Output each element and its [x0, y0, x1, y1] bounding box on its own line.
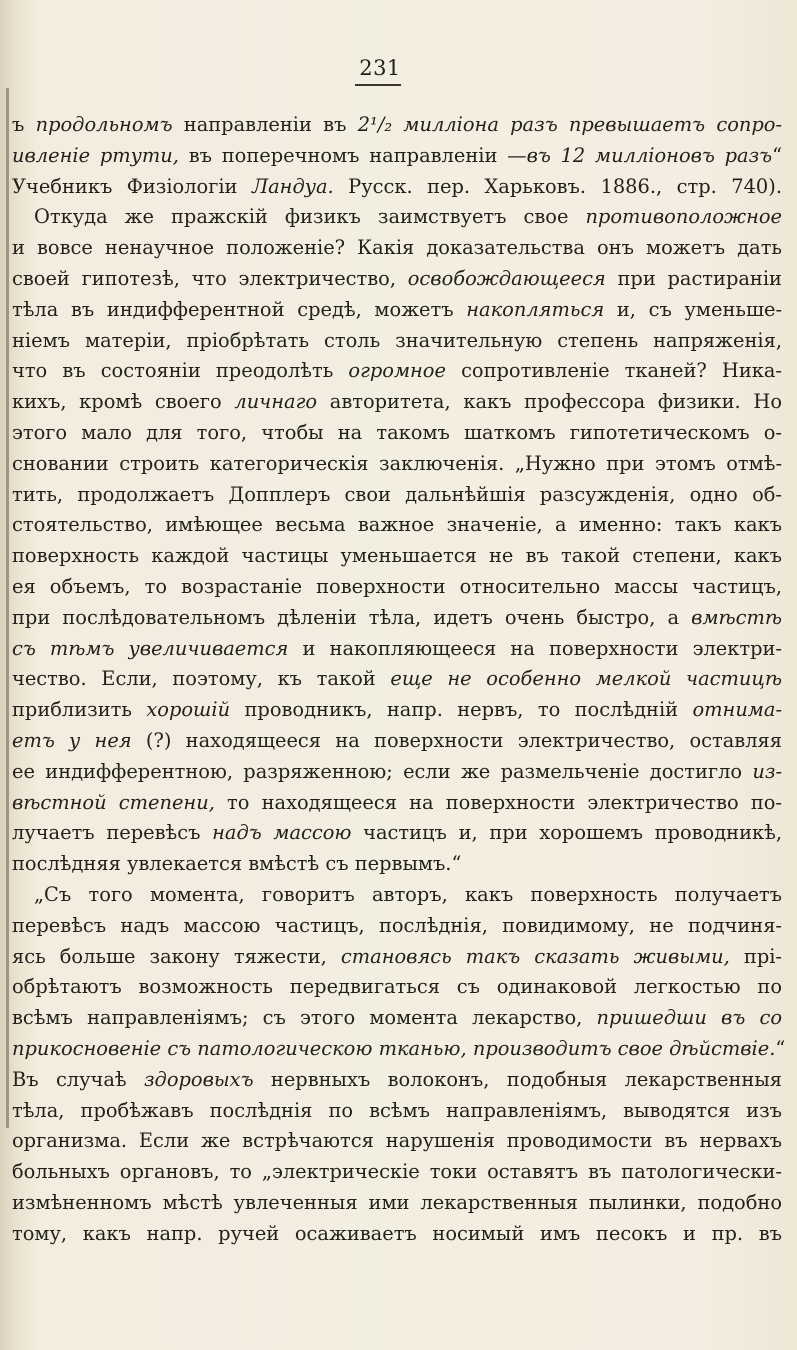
- text-run: Учебникъ Физіологіи: [12, 174, 252, 198]
- text-run: и накопляющееся на поверхности электри-: [288, 636, 782, 660]
- text-run: организма. Если же встрѣчаются нарушенія проводимости въ нервахъ: [12, 1129, 782, 1153]
- text-run: этого мало для того, чтобы на такомъ шаткомъ гипотетическомъ о-: [12, 421, 782, 444]
- text-line: [12, 1001, 782, 1035]
- text-run: “: [775, 1037, 786, 1060]
- text-run: лучаетъ перевѣсъ: [12, 821, 213, 845]
- text-run: “: [772, 143, 783, 167]
- text-run: нервныхъ волоконъ, подобныя лекарственныя: [253, 1067, 782, 1091]
- text-run: измѣненномъ мѣстѣ увлеченныя ими лекарственныя пылинки, подобно: [12, 1191, 782, 1214]
- text-line: [12, 1155, 782, 1189]
- italic-run: пришедши въ со: [596, 1006, 782, 1030]
- text-line: [12, 170, 782, 204]
- text-run: и вовсе ненаучное положеніе? Какія доказательства онъ можетъ дать: [12, 236, 782, 260]
- text-run: то находящееся на поверхности электричество по-: [214, 790, 782, 814]
- text-run: всѣмъ направленіямъ; съ этого момента лекарство,: [12, 1006, 597, 1030]
- page-number-underline: [355, 84, 401, 86]
- italic-run: отнима-: [692, 698, 782, 722]
- text-line: [12, 724, 782, 758]
- italic-run: накопляться: [466, 297, 605, 321]
- text-run: что въ состояніи преодолѣть: [12, 359, 349, 383]
- text-run: кихъ, кромѣ своего: [12, 390, 235, 414]
- page-number: 231: [359, 56, 401, 80]
- text-run: поверхность каждой частицы уменьшается не въ такой степени, какъ: [12, 544, 782, 568]
- text-line: [12, 909, 782, 943]
- text-run: послѣдняя увлекается вмѣстѣ съ первымъ.“: [12, 852, 462, 876]
- text-run: „Съ того момента, говоритъ авторъ, какъ поверхность получаетъ: [34, 883, 782, 906]
- text-line: [12, 1124, 782, 1158]
- text-line: [12, 385, 782, 419]
- text-run: при растираніи: [605, 267, 782, 290]
- text-line: [12, 1094, 782, 1128]
- text-run: тѣла, пробѣжавъ послѣднія по всѣмъ направленіямъ, выводятся изъ: [12, 1098, 782, 1122]
- italic-run: личнаго: [234, 390, 318, 414]
- text-line: [12, 354, 782, 388]
- text-run: своей гипотезѣ, что электричество,: [12, 267, 408, 290]
- text-run: обрѣтаютъ возможность передвигаться съ одинаковой легкостью по: [12, 975, 782, 999]
- text-run: частицъ и, при хорошемъ проводникѣ,: [351, 821, 782, 845]
- text-line: [12, 847, 782, 881]
- italic-run: ивленіе ртути,: [12, 143, 179, 167]
- text-line: [12, 940, 782, 974]
- italic-run: из-: [752, 759, 782, 783]
- text-line: [12, 601, 782, 635]
- text-line: [12, 755, 782, 789]
- text-line: [12, 139, 782, 173]
- text-run: ъ: [12, 113, 36, 136]
- text-run: тѣла въ индифферентной средѣ, можетъ: [12, 297, 467, 321]
- text-run: направленіи въ: [172, 113, 358, 136]
- text-run: Откуда же пражскій физикъ заимствуетъ свое: [34, 205, 586, 229]
- text-run: ее индифферентною, разряженною; если же размельченіе достигло: [12, 759, 753, 783]
- text-line: [12, 1186, 782, 1220]
- text-run: авторитета, какъ профессора физики. Но: [317, 390, 783, 414]
- text-line: [12, 447, 782, 481]
- text-line: [12, 1063, 782, 1097]
- text-run: (?) находящееся на поверхности электричество, оставляя: [131, 729, 782, 752]
- text-run: и, съ уменьше-: [604, 297, 782, 321]
- italic-run: вмѣстѣ: [691, 605, 782, 629]
- italic-run: здоровыхъ: [143, 1067, 254, 1091]
- italic-run: надъ массою: [212, 821, 352, 845]
- italic-run: еще не особенно мелкой частицѣ: [390, 667, 782, 691]
- italic-run: огромное: [348, 359, 446, 383]
- text-run: перевѣсъ надъ массою частицъ, послѣднія, повидимому, не подчиня-: [12, 913, 782, 937]
- text-line: [12, 200, 782, 234]
- text-run: Русск. пер. Харьковъ. 1886., стр. 740).: [333, 174, 782, 198]
- text-run: проводникъ, напр. нервъ, то послѣдній: [230, 698, 693, 722]
- text-line: [12, 539, 782, 573]
- text-line: [12, 786, 782, 820]
- italic-run: становясь такъ сказать живыми,: [340, 944, 730, 968]
- text-line: [12, 293, 782, 327]
- text-run: прі-: [729, 944, 782, 968]
- text-run: тому, какъ напр. ручей осаживаетъ носимый имъ песокъ и пр. въ: [12, 1221, 782, 1245]
- italic-run: вѣстной степени,: [12, 790, 215, 814]
- text-run: сопротивленіе тканей? Ника-: [445, 359, 782, 383]
- italic-run: Ландуа.: [251, 174, 334, 198]
- italic-run: етъ у нея: [12, 729, 132, 752]
- text-run: чество. Если, поэтому, къ такой: [12, 667, 391, 691]
- italic-run: хорошій: [146, 698, 231, 722]
- text-line: [12, 693, 782, 727]
- text-run: при послѣдовательномъ дѣленіи тѣла, идетъ очень быстро, а: [12, 605, 692, 629]
- italic-run: въ 12 милліоновъ разъ: [526, 143, 773, 167]
- text-line: [12, 570, 782, 604]
- text-run: сновании строить категорическія заключенія. „Нужно при этомъ отмѣ-: [12, 451, 782, 475]
- text-line: [12, 662, 782, 696]
- text-line: [12, 632, 782, 666]
- text-run: Въ случаѣ: [12, 1067, 144, 1091]
- text-line: [12, 1032, 786, 1066]
- text-run: стоятельство, имѣющее весьма важное значеніе, а именно: такъ какъ: [12, 513, 782, 537]
- italic-run: продольномъ: [35, 113, 173, 136]
- italic-run: противоположное: [585, 205, 782, 229]
- text-run: ніемъ матеріи, пріобрѣтать столь значительную степень напряженія,: [12, 328, 782, 352]
- text-line: [12, 1217, 782, 1251]
- text-line: [12, 970, 782, 1004]
- italic-run: съ тѣмъ увеличивается: [12, 636, 289, 660]
- italic-run: 2¹/₂ милліона разъ превышаетъ сопро-: [357, 113, 782, 136]
- text-line: [12, 878, 782, 912]
- binding-gutter-line: [6, 88, 9, 1128]
- text-line: [12, 108, 782, 142]
- text-run: въ поперечномъ направленіи —: [178, 143, 527, 167]
- text-run: ея объемъ, то возрастаніе поверхности относительно массы частицъ,: [12, 575, 782, 598]
- italic-run: освобождающееся: [407, 267, 606, 290]
- text-line: [12, 416, 782, 450]
- text-run: ясь больше закону тяжести,: [12, 944, 341, 968]
- text-line: [12, 231, 782, 265]
- text-line: [12, 508, 782, 542]
- text-line: [12, 816, 782, 850]
- text-run: больныхъ органовъ, то „электрическіе токи оставятъ въ патологически-: [12, 1160, 782, 1184]
- italic-run: прикосновеніе съ патологическою тканью, производитъ свое дѣйствіе.: [12, 1037, 776, 1060]
- text-run: приблизить: [12, 698, 147, 722]
- text-run: тить, продолжаетъ Допплеръ свои дальнѣйшія разсужденія, одно об-: [12, 482, 782, 506]
- text-line: [12, 324, 782, 358]
- text-line: [12, 262, 782, 296]
- text-line: [12, 478, 782, 512]
